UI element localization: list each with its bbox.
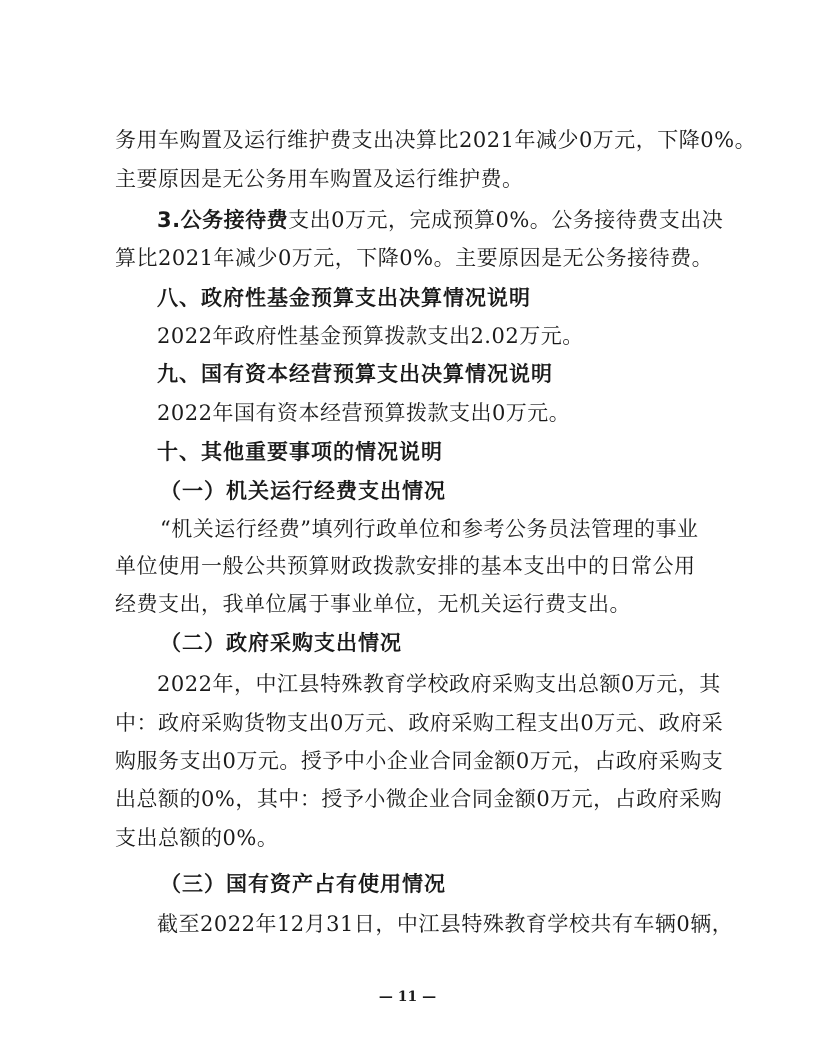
- subsection-1-text: 经费支出，我单位属于事业单位，无机关运行费支出。: [115, 592, 631, 616]
- subsection-2-text: 出总额的0%，其中：授予小微企业合同金额0万元，占政府采购: [115, 787, 723, 811]
- section-9-text: 2022年国有资本经营预算拨款支出0万元。: [157, 401, 571, 425]
- body-text-line: 算比2021年减少0万元，下降0%。主要原因是无公务接待费。: [115, 246, 714, 270]
- subsection-heading-2: （二）政府采购支出情况: [160, 631, 402, 655]
- subsection-2-text: 购服务支出0万元。授予中小企业合同金额0万元，占政府采购支: [115, 749, 724, 773]
- item-3-paragraph: [157, 205, 724, 235]
- subsection-3-text: 截至2022年12月31日，中江县特殊教育学校共有车辆0辆，: [157, 912, 734, 936]
- body-text-line: 主要原因是无公务用车购置及运行维护费。: [115, 167, 524, 191]
- body-text-line: 务用车购置及运行维护费支出决算比2021年减少0万元，下降0%。: [115, 128, 757, 152]
- subsection-1-text: 单位使用一般公共预算财政拨款安排的基本支出中的日常公用: [115, 554, 696, 578]
- subsection-1-text: “机关运行经费”填列行政单位和参考公务员法管理的事业: [160, 517, 699, 541]
- subsection-heading-1: （一）机关运行经费支出情况: [160, 479, 446, 503]
- subsection-heading-3: （三）国有资产占有使用情况: [160, 872, 446, 896]
- item-3-text: 支出0万元，完成预算0%。公务接待费支出决: [288, 208, 724, 232]
- subsection-2-text: 中：政府采购货物支出0万元、政府采购工程支出0万元、政府采: [115, 711, 724, 735]
- subsection-2-text: 2022年，中江县特殊教育学校政府采购支出总额0万元，其: [157, 672, 721, 696]
- subsection-2-text: 支出总额的0%。: [115, 826, 279, 850]
- item-3-label: 3.公务接待费: [157, 208, 289, 232]
- section-heading-8: 八、政府性基金预算支出决算情况说明: [157, 286, 531, 310]
- page-number: — 11 —: [378, 989, 437, 1005]
- section-heading-9: 九、国有资本经营预算支出决算情况说明: [157, 362, 553, 386]
- section-heading-10: 十、其他重要事项的情况说明: [157, 440, 443, 464]
- section-8-text: 2022年政府性基金预算拨款支出2.02万元。: [157, 324, 584, 348]
